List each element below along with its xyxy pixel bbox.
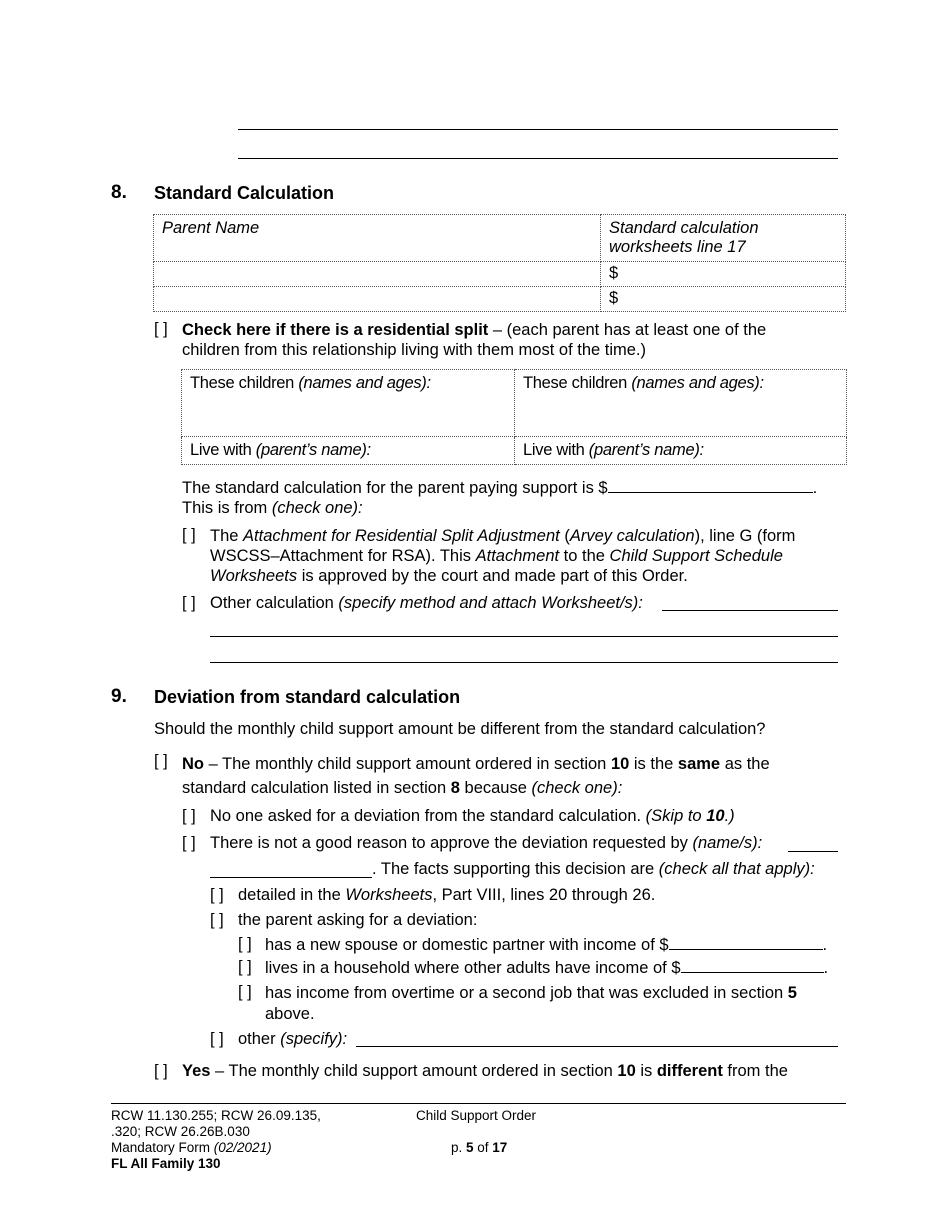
live-with-cell-left[interactable]: Live with (parent’s name): [182, 437, 515, 465]
other-calc-blank-1[interactable] [662, 610, 838, 611]
footer-rule [111, 1103, 846, 1104]
other-calc-checkbox[interactable]: [ ] [182, 594, 196, 612]
parent-asking-text: the parent asking for a deviation: [238, 911, 478, 929]
overtime-text: has income from overtime or a second job that was excluded in section 5 above. [265, 984, 797, 1023]
other-calc-blank-3[interactable] [210, 662, 838, 663]
other-calc-blank-2[interactable] [210, 636, 838, 637]
footer-page-number: p. 5 of 17 [451, 1140, 508, 1155]
no-deviation-text: No – The monthly child support amount ordered in section 10 is the same as the standard calculation listed in section 8 because (check one): [182, 755, 770, 797]
residential-split-text: Check here if there is a residential split – (each parent has at least one of the children from this relationship living with them most of the time.) [182, 321, 767, 359]
worksheet-line-header: Standard calculation worksheets line 17 [601, 215, 846, 262]
live-with-cell-right[interactable]: Live with (parent’s name): [515, 437, 847, 465]
no-one-asked-checkbox[interactable]: [ ] [182, 807, 196, 825]
not-good-names-blank-2[interactable] [210, 877, 372, 878]
standard-calc-table [153, 214, 846, 312]
footer-doc-title: Child Support Order [416, 1108, 537, 1123]
residential-split-table [181, 369, 847, 465]
amount-cell-1[interactable]: $ [601, 262, 846, 287]
standard-calc-amount-line: The standard calculation for the parent paying support is $ . This is from (check one): [182, 479, 818, 517]
household-checkbox[interactable]: [ ] [238, 958, 252, 976]
household-text: lives in a household where other adults have income of $ . [265, 959, 829, 977]
worksheets-detailed-checkbox[interactable]: [ ] [210, 886, 224, 904]
rsa-option-checkbox[interactable]: [ ] [182, 526, 196, 544]
parent-name-header: Parent Name [154, 215, 601, 262]
parent-name-cell-2[interactable] [154, 287, 601, 312]
section-9-title: Deviation from standard calculation [154, 687, 461, 707]
other-calc-text: Other calculation (specify method and attach Worksheet/s): [210, 594, 643, 612]
no-one-asked-text: No one asked for a deviation from the standard calculation. (Skip to 10.) [210, 807, 735, 825]
section-8-number: 8. [111, 182, 127, 203]
children-cell-left[interactable]: These children (names and ages): [182, 370, 515, 437]
amount-cell-2[interactable]: $ [601, 287, 846, 312]
spouse-income-blank[interactable] [669, 935, 823, 950]
household-income-blank[interactable] [681, 958, 824, 973]
rsa-option-text: The Attachment for Residential Split Adjustment (Arvey calculation), line G (form WSCSS–Attachment for RSA). This Attachment to the Child Support Schedule Worksheets is approved by the court and made part of this Order. [210, 527, 796, 585]
yes-deviation-checkbox[interactable]: [ ] [154, 1062, 168, 1080]
new-spouse-text: has a new spouse or domestic partner with income of $ . [265, 936, 828, 954]
other-reason-blank[interactable] [356, 1046, 838, 1047]
top-blank-line-2[interactable] [238, 158, 838, 159]
footer-citation: RCW 11.130.255; RCW 26.09.135, .320; RCW 26.26B.030 Mandatory Form (02/2021) FL All Family 130 [111, 1108, 321, 1171]
top-blank-line-1[interactable] [238, 129, 838, 130]
not-good-reason-text: There is not a good reason to approve the deviation requested by (name/s): [210, 834, 763, 852]
new-spouse-checkbox[interactable]: [ ] [238, 935, 252, 953]
deviation-question: Should the monthly child support amount be different from the standard calculation? [154, 720, 766, 738]
not-good-names-blank-1[interactable] [788, 851, 838, 852]
residential-split-checkbox[interactable]: [ ] [154, 320, 168, 338]
section-8-title: Standard Calculation [154, 183, 335, 203]
no-deviation-checkbox[interactable]: [ ] [154, 752, 168, 770]
other-reason-checkbox[interactable]: [ ] [210, 1030, 224, 1048]
worksheets-detailed-text: detailed in the Worksheets, Part VIII, lines 20 through 26. [238, 886, 656, 904]
parent-asking-checkbox[interactable]: [ ] [210, 911, 224, 929]
yes-deviation-text: Yes – The monthly child support amount ordered in section 10 is different from the [182, 1062, 788, 1080]
overtime-checkbox[interactable]: [ ] [238, 983, 252, 1001]
not-good-reason-checkbox[interactable]: [ ] [182, 834, 196, 852]
standard-calc-amount-blank[interactable] [608, 478, 813, 493]
other-reason-text: other (specify): [238, 1030, 348, 1048]
parent-name-cell-1[interactable] [154, 262, 601, 287]
children-cell-right[interactable]: These children (names and ages): [515, 370, 847, 437]
facts-supporting-text: . The facts supporting this decision are (check all that apply): [372, 860, 815, 878]
section-9-number: 9. [111, 686, 127, 707]
